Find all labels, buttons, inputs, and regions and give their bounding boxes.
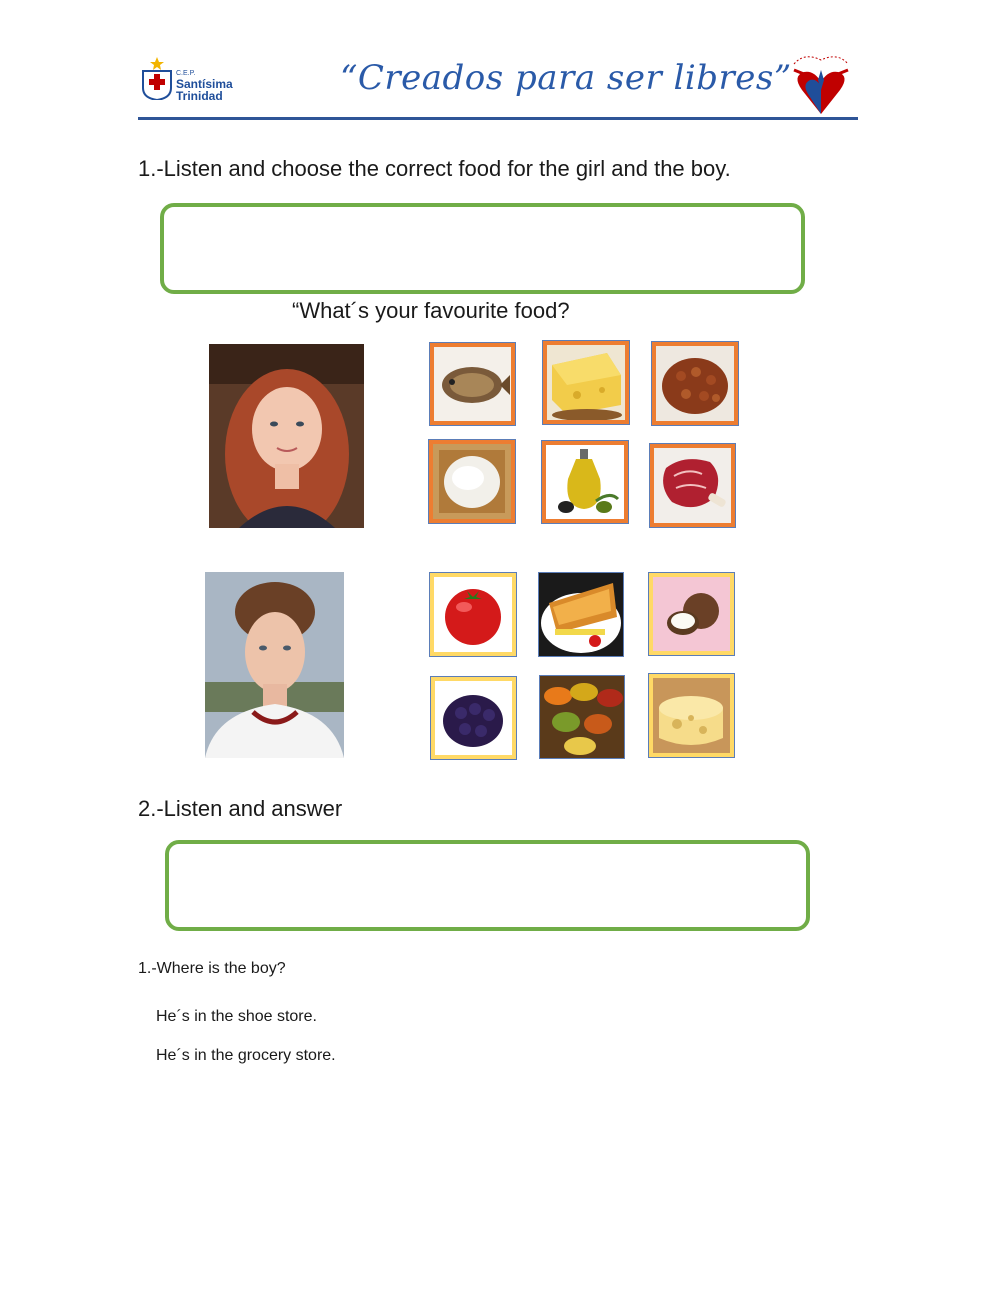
audio-answer-box-1[interactable] xyxy=(160,203,805,294)
food-tomato-image[interactable] xyxy=(430,573,516,656)
header-divider xyxy=(138,117,858,120)
school-logo xyxy=(138,48,248,112)
school-name xyxy=(176,70,233,102)
food-fish-image[interactable] xyxy=(430,343,515,425)
answer-option-grocery-store[interactable]: He´s in the grocery store. xyxy=(156,1047,336,1064)
answer-option-shoe-store[interactable]: He´s in the shoe store. xyxy=(156,1008,317,1025)
food-meat-image[interactable] xyxy=(650,444,735,527)
motto-text: “Creados para ser libres” xyxy=(340,58,792,98)
food-cheese-image[interactable] xyxy=(543,341,629,424)
question-where-is-boy: 1.-Where is the boy? xyxy=(138,960,286,977)
section1-title: 1.-Listen and choose the correct food for the girl and the boy. xyxy=(138,156,731,181)
passion-logo xyxy=(784,50,858,116)
girl-photo xyxy=(209,344,364,528)
school-crest-icon xyxy=(140,56,174,100)
passion-heart-icon xyxy=(784,50,858,116)
school-name-line1: Santísima xyxy=(176,77,233,91)
food-olive-oil-image[interactable] xyxy=(542,441,628,523)
food-spices-image[interactable] xyxy=(540,676,624,758)
audio-answer-box-2[interactable] xyxy=(165,840,810,931)
food-blueberries-image[interactable] xyxy=(431,677,516,759)
food-beans-image[interactable] xyxy=(652,342,738,425)
food-rice-image[interactable] xyxy=(429,440,515,523)
boy-photo xyxy=(205,572,344,758)
favourite-food-question: “What´s your favourite food? xyxy=(292,298,570,323)
food-swiss-cheese-image[interactable] xyxy=(649,674,734,757)
food-toasted-sandwich-image[interactable] xyxy=(539,573,623,656)
food-coconut-image[interactable] xyxy=(649,573,734,655)
section2-title: 2.-Listen and answer xyxy=(138,796,343,821)
school-prefix: C.E.P. xyxy=(176,70,196,77)
school-name-line2: Trinidad xyxy=(176,89,223,103)
